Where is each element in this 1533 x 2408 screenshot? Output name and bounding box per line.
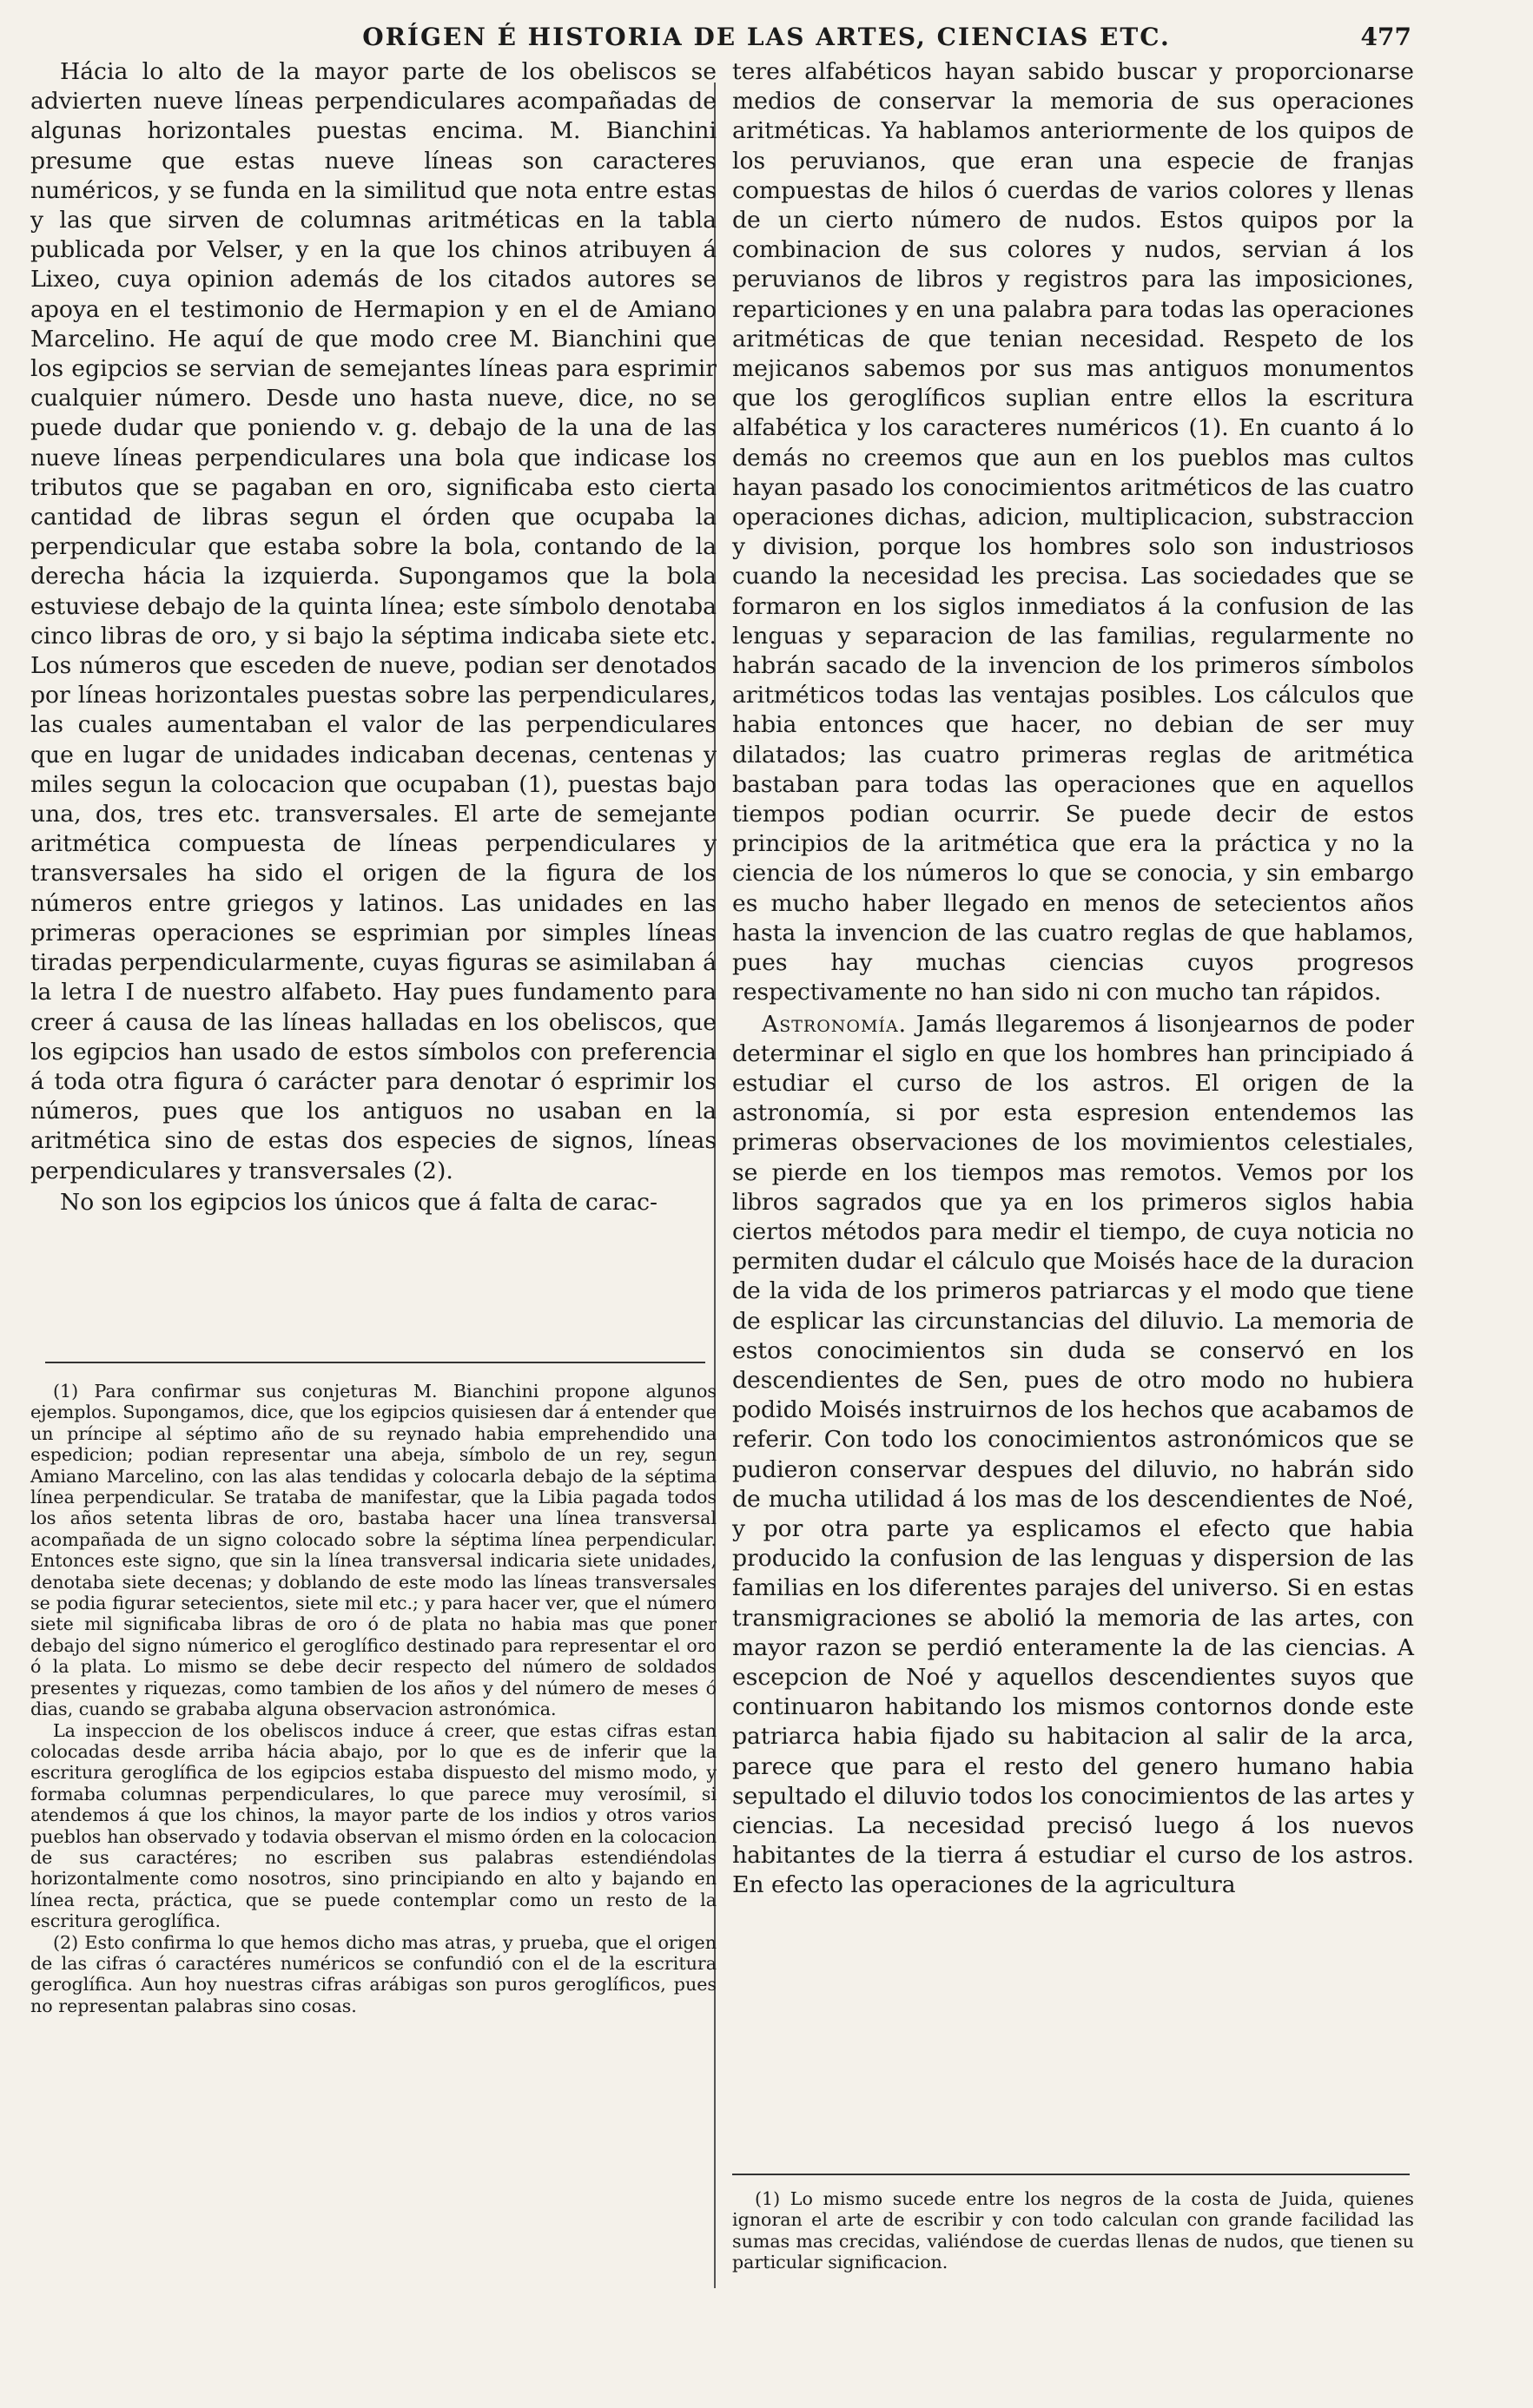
footnote: (2) Esto confirma lo que hemos dicho mas atras, y prueba, que el origen de las cifras ó caractéres numéricos se confundió con el de la escritura geroglífica. Aun hoy nuestras cifras arábigas son puros geroglíficos, pues no representan palabras sino cosas. [30,1931,717,2016]
footnote: La inspeccion de los obeliscos induce á creer, que estas cifras estan colocadas desde arriba hácia abajo, por lo que es de inferir que la escritura geroglífica de los egipcios estaba dispuesto del mismo modo, y formaba columnas perpendiculares, lo que parece muy verosímil, si atendemos á que los chinos, la mayor parte de los indios y otros varios pueblos han observado y todavia observan el mismo órden en la colocacion de sus caractéres; no escriben sus palabras estendiéndolas horizontalmente como nosotros, sino principiando en alto y bajando en línea recta, práctica, que se puede contemplar como un resto de la escritura geroglífica. [30,1719,717,1932]
astronomy-text: Jamás llegaremos á lisonjearnos de poder determinar el siglo en que los hombres han principiado á estudiar el curso de los astros. El origen de la astronomía, si por esta espresion entendemos las primeras observaciones de los movimientos celestiales, se pierde en los tiempos mas remotos. Vemos por los libros sagrados que ya en los primeros siglos habia ciertos métodos para medir el tiempo, de cuya noticia no permiten dudar el cálculo que Moisés hace de la duracion de la vida de los primeros patriarcas y el modo que tiene de esplicar las circunstancias del diluvio. La memoria de estos conocimientos sin duda se conservó en los descendientes de Sen, pues de otro modo no hubiera podido Moisés instruirnos de los hechos que acabamos de referir. Con todo los conocimientos astronómicos que se pudieron conservar despues del diluvio, no habrán sido de mucha utilidad á los mas de los descendientes de Noé, y por otra parte ya esplicamos el efecto que habia producido la confusion de las lenguas y dispersion de las familias en los diferentes parajes del universo. Si en estas transmigraciones se abolió la memoria de las artes, con mayor razon se perdió enteramente la de las ciencias. A escepcion de Noé y aquellos descendientes suyos que continuaron habitando los mismos contornos donde este patriarca habia fijado su habitacion al salir de la arca, parece que para el resto del genero humano habia sepultado el diluvio todos los conocimientos de las artes y ciencias. La necesidad precisó luego á los nuevos habitantes de la tierra á estudiar el curso de los astros. En efecto las operaciones de la agricultura [732,1010,1414,1899]
footnote: (1) Para confirmar sus conjeturas M. Bianchini propone algunos ejemplos. Supongamos, dice, que los egipcios quisiesen dar á entender que un príncipe al séptimo año de su reynado habia emprehendido una espedicion; podian representar una abeja, símbolo de un rey, segun Amiano Marcelino, con las alas tendidas y colocarla debajo de la séptima línea perpendicular. Se trataba de manifestar, que la Libia pagada todos los años setenta libras de oro, bastaba hacer una línea transversal acompañada de un signo colocado sobre la séptima línea perpendicular. Entonces este signo, que sin la línea transversal indicaria siete unidades, denotaba siete decenas; y doblando de este modo las líneas transversales se podia figurar setecientos, siete mil etc.; y para hacer ver, que el número siete mil significaba libras de oro ó de plata no habia mas que poner debajo del signo númerico el geroglífico destinado para representar el oro ó la plata. Lo mismo se debe decir respecto del número de soldados presentes y riquezas, como tambien de los años y del número de meses ó dias, cuando se grababa alguna observacion astronómica. [30,1381,717,1720]
right-paragraph: teres alfabéticos hayan sabido buscar y proporcionarse medios de conservar la memoria de sus operaciones aritméticas. Ya hablamos anteriormente de los quipos de los peruvianos, que eran una especie de franjas compuestas de hilos ó cuerdas de varios colores y llenas de un cierto número de nudos. Estos quipos por la combinacion de sus colores y nudos, servian á los peruvianos de libros y registros para las imposiciones, reparticiones y en una palabra para todas las operaciones aritméticas de que tenian necesidad. Respeto de los mejicanos sabemos por sus mas antiguos monumentos que los geroglíficos suplian entre ellos la escritura alfabética y los caracteres numéricos (1). En cuanto á lo demás no creemos que aun en los pueblos mas cultos hayan pasado los conocimientos aritméticos de las cuatro operaciones dichas, adicion, multiplicacion, substraccion y division, porque los hombres solo son industriosos cuando la necesidad les precisa. Las sociedades que se formaron en los siglos inmediatos á la confusion de las lenguas y separacion de las familias, regularmente no habrán sacado de la invencion de los primeros símbolos aritméticos todas las ventajas posibles. Los cálculos que habia entonces que hacer, no debian de ser muy dilatados; las cuatro primeras reglas de aritmética bastaban para todas las operaciones que en aquellos tiempos podian ocurrir. Se puede decir de estos principios de la aritmética que era la práctica y no la ciencia de los números lo que se conocia, y sin embargo es mucho haber llegado en menos de setecientos años hasta la invencion de las cuatro reglas de que hablamos, pues hay muchas ciencias cuyos progresos respectivamente no han sido ni con mucho tan rápidos. [732,58,1414,1006]
page-number: 477 [1360,23,1411,51]
left-footnotes [30,1381,717,2016]
right-footnote-rule [732,2174,1410,2175]
running-title: ORÍGEN É HISTORIA DE LAS ARTES, CIENCIAS ETC. [362,23,1171,51]
left-column [30,57,717,1217]
right-body-text [732,57,1414,1901]
right-footnotes [732,2188,1414,2273]
right-column [732,57,1414,1901]
left-footnote-rule [45,1362,705,1363]
left-paragraph: Hácia lo alto de la mayor parte de los obeliscos se advierten nueve líneas perpendiculares acompañadas de algunas horizontales puestas encima. M. Bianchini presume que estas nueve líneas son caracteres numéricos, y se funda en la similitud que nota entre estas y las que sirven de columnas aritméticas en la tabla publicada por Velser, y en la que los chinos atribuyen á Lixeo, cuya opinion además de los citados autores se apoya en el testimonio de Hermapion y en el de Amiano Marcelino. He aquí de que modo cree M. Bianchini que los egipcios se servian de semejantes líneas para esprimir cualquier número. Desde uno hasta nueve, dice, no se puede dudar que poniendo v. g. debajo de la una de las nueve líneas perpendiculares una bola que indicase los tributos que se pagaban en oro, significaba esto cierta cantidad de libras segun el órden que ocupaba la perpendicular que estaba sobre la bola, contando de la derecha hácia la izquierda. Supongamos que la bola estuviese debajo de la quinta línea; este símbolo denotaba cinco libras de oro, y si bajo la séptima indicaba siete etc. Los números que esceden de nueve, podian ser denotados por líneas horizontales puestas sobre las perpendiculares, las cuales aumentaban el valor de las perpendiculares que en lugar de unidades indicaban decenas, centenas y miles segun la colocacion que ocupaban (1), puestas bajo una, dos, tres etc. transversales. El arte de semejante aritmética compuesta de líneas perpendiculares y transversales ha sido el origen de la figura de los números entre griegos y latinos. Las unidades en las primeras operaciones se esprimian por simples líneas tiradas perpendicularmente, cuyas figuras se asimilaban á la letra I de nuestro alfabeto. Hay pues fundamento para creer á causa de las líneas halladas en los obeliscos, que los egipcios han usado de estos símbolos con preferencia á toda otra figura ó carácter para denotar ó esprimir los números, pues que los antiguos no usaban en la aritmética sino de estas dos especies de signos, líneas perpendiculares y transversales (2). [30,58,717,1184]
section-heading: Astronomía. [762,1010,908,1038]
footnote: (1) Lo mismo sucede entre los negros de la costa de Juida, quienes ignoran el arte de escribir y con todo calculan con grande facilidad las sumas mas crecidas, valiéndose de cuerdas llenas de nudos, que tienen su particular significacion. [732,2188,1414,2273]
left-body-text [30,57,717,1217]
left-paragraph: No son los egipcios los únicos que á falta de carac- [60,1188,658,1216]
astronomy-paragraph [732,1010,1414,1901]
